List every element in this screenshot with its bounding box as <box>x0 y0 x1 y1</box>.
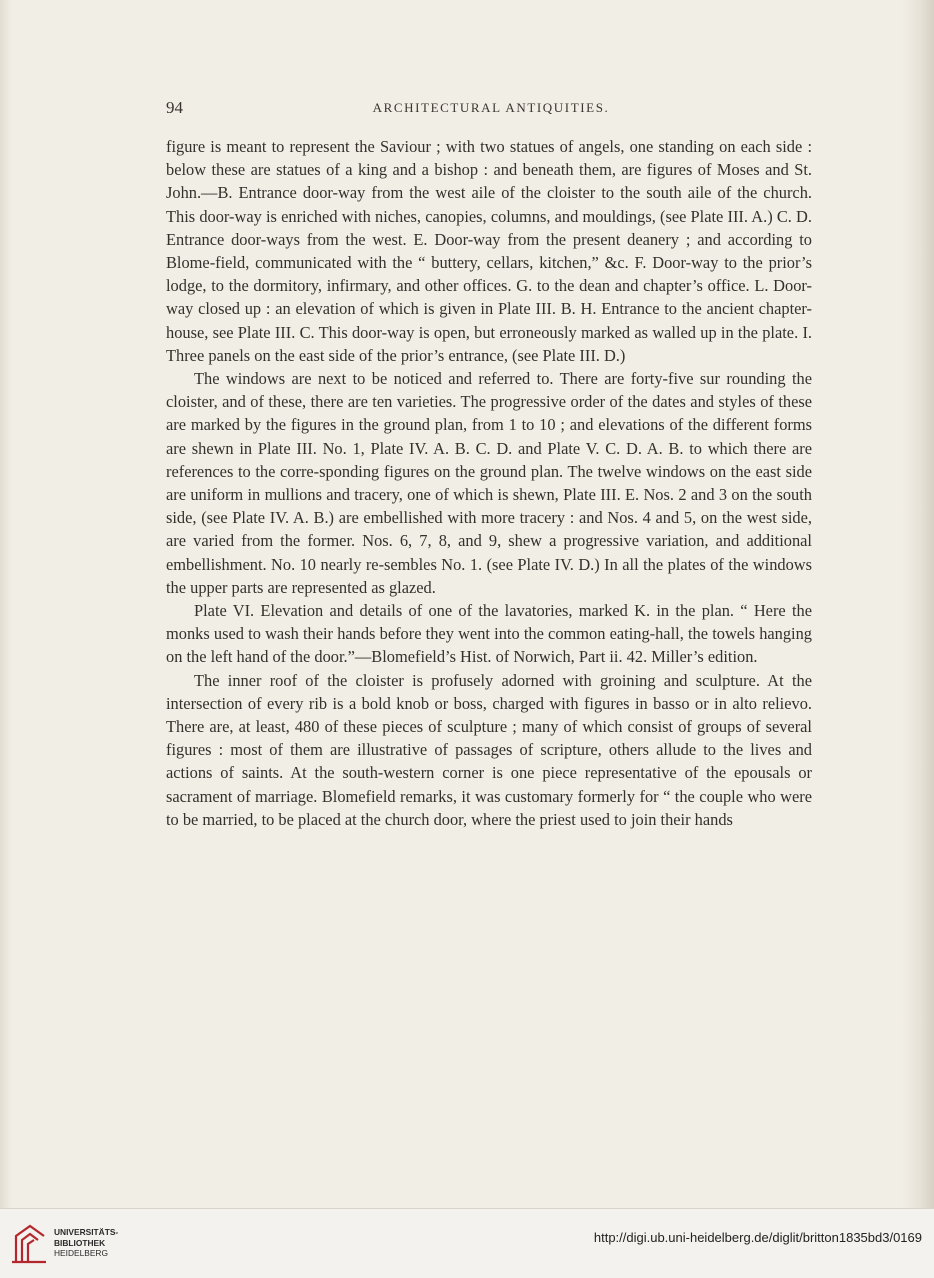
page-edge-shadow <box>902 0 934 1208</box>
page-header <box>166 98 816 124</box>
library-name-line: BIBLIOTHEK <box>54 1237 106 1248</box>
university-library-logo-icon <box>10 1222 48 1266</box>
library-name <box>54 1227 174 1259</box>
running-title: ARCHITECTURAL ANTIQUITIES. <box>372 100 610 115</box>
footer-bar <box>0 1208 934 1278</box>
paragraph: figure is meant to represent the Saviour ; with two statues of angels, one standing on each side : below these are statues of a king and a bishop : and beneath them, are figures of Moses and St. John.—B. Entrance door-way from the west aile of the cloister to the south aile of the church. This door-way is enriched with niches, canopies, columns, and mouldings, (see Plate III. A.) C. D. Entrance door-ways from the west. E. Door-way from the present deanery ; and according to Blome-field, communicated with the “ buttery, cellars, kitchen,” &c. F. Door-way to the prior’s lodge, to the dormitory, infirmary, and other offices. G. to the dean and chapter’s office. L. Door-way closed up : an elevation of which is given in Plate III. B. H. Entrance to the ancient chapter-house, see Plate III. C. This door-way is open, but erroneously marked as walled up in the plate. I. Three panels on the east side of the prior’s entrance, (see Plate III. D.) <box>166 137 812 365</box>
paragraph: The inner roof of the cloister is profusely adorned with groining and sculpture. At the intersection of every rib is a bold knob or boss, charged with figures in basso or in alto relievo. There are, at least, 480 of these pieces of sculpture ; many of which consist of groups of several figures : most of them are illustrative of passages of scripture, others allude to the lives and actions of saints. At the south-western corner is one piece representative of the epousals or sacrament of marriage. Blomefield remarks, it was customary formerly for “ the couple who were to be married, to be placed at the church door, where the priest used to join their hands <box>166 670 812 829</box>
source-url-link[interactable]: http://digi.ub.uni-heidelberg.de/diglit/britton1835bd3/0169 <box>593 1230 922 1245</box>
body-text <box>166 135 812 831</box>
paragraph: Plate VI. Elevation and details of one of the lavatories, marked K. in the plan. “ Here the monks used to wash their hands before they went into the common eating-hall, the towels hanging on the left hand of the door.”—Blomefield’s Hist. of Norwich, Part ii. 42. Miller’s edition. <box>166 601 812 667</box>
page-number: 94 <box>166 98 183 117</box>
library-name-line: UNIVERSITÄTS- <box>54 1227 119 1237</box>
page-gutter-shadow <box>0 0 12 1208</box>
library-name-line: HEIDELBERG <box>54 1248 108 1258</box>
paragraph: The windows are next to be noticed and referred to. There are forty-five sur rounding the cloister, and of these, there are ten varieties. The progressive order of the dates and styles of these are marked by the figures in the ground plan, from 1 to 10 ; and elevations of the different forms are shewn in Plate III. No. 1, Plate IV. A. B. C. D. and Plate V. C. D. A. B. to which there are references to the corre-sponding figures on the ground plan. The twelve windows on the east side are uniform in mullions and tracery, one of which is shewn, Plate III. E. Nos. 2 and 3 on the south side, (see Plate IV. A. B.) are embellished with more tracery : and Nos. 4 and 5, on the west side, are varied from the former. Nos. 6, 7, 8, and 9, shew a progressive variation, and additional embellishment. No. 10 nearly re-sembles No. 1. (see Plate IV. D.) In all the plates of the windows the upper parts are represented as glazed. <box>166 369 812 597</box>
